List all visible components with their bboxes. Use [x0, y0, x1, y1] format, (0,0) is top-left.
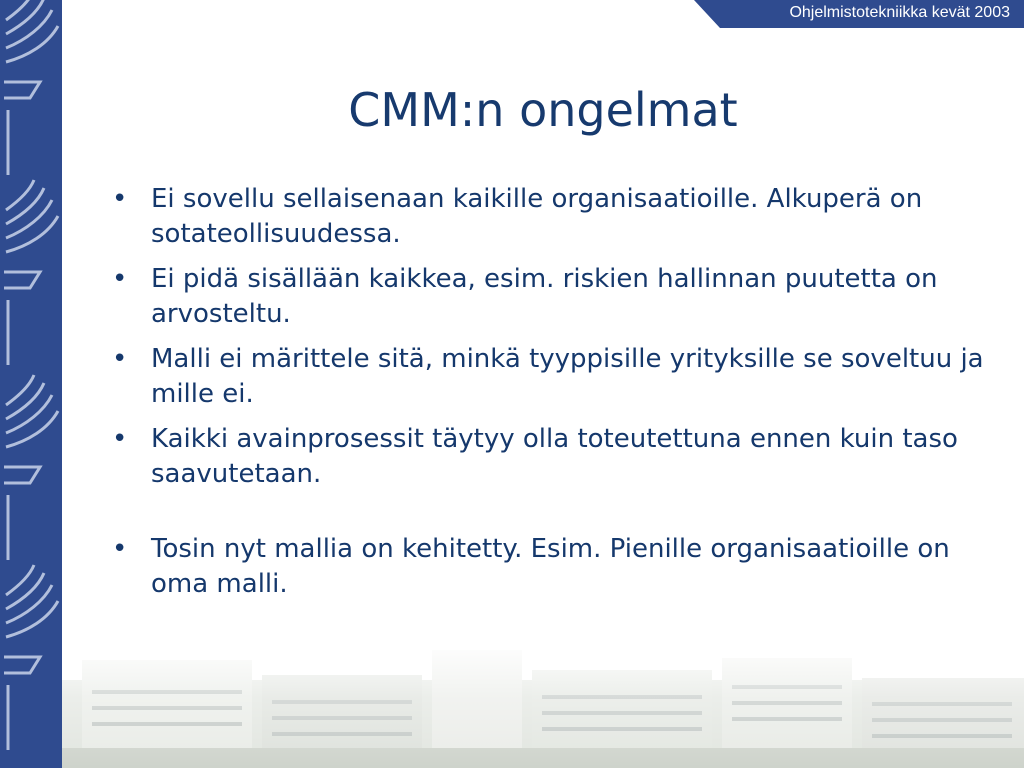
bullet-text: Ei pidä sisällään kaikkea, esim. riskien hallinnan puutetta on arvosteltu. [151, 264, 938, 329]
bullet-dot-icon: • [112, 264, 128, 294]
bullet-text: Tosin nyt mallia on kehitetty. Esim. Pienille organisaatioille on oma malli. [151, 534, 950, 599]
slide-title: CMM:n ongelmat [348, 83, 738, 137]
campus-building-icon [62, 640, 1024, 768]
course-header-tab [694, 0, 1024, 28]
bullet-item [112, 532, 992, 602]
course-label: Ohjelmistotekniikka kevät 2003 [789, 4, 1010, 21]
bullet-item [112, 342, 992, 412]
bullet-dot-icon: • [112, 424, 128, 454]
bullet-text: Ei sovellu sellaisenaan kaikille organisaatioille. Alkuperä on sotateollisuudessa. [151, 184, 923, 249]
torch-logo-pattern-icon [0, 0, 62, 768]
bullet-list [112, 182, 992, 612]
bullet-item [112, 262, 992, 332]
bullet-text: Kaikki avainprosessit täytyy olla toteutettuna ennen kuin taso saavutetaan. [151, 424, 958, 489]
building-backdrop-image [62, 640, 1024, 768]
side-decoration-band [0, 0, 62, 768]
bullet-item [112, 182, 992, 252]
bullet-dot-icon: • [112, 344, 128, 374]
bullet-dot-icon: • [112, 184, 128, 214]
bullet-item [112, 422, 992, 492]
bullet-dot-icon: • [112, 534, 128, 564]
bullet-text: Malli ei märittele sitä, minkä tyyppisille yrityksille se soveltuu ja mille ei. [151, 344, 984, 409]
